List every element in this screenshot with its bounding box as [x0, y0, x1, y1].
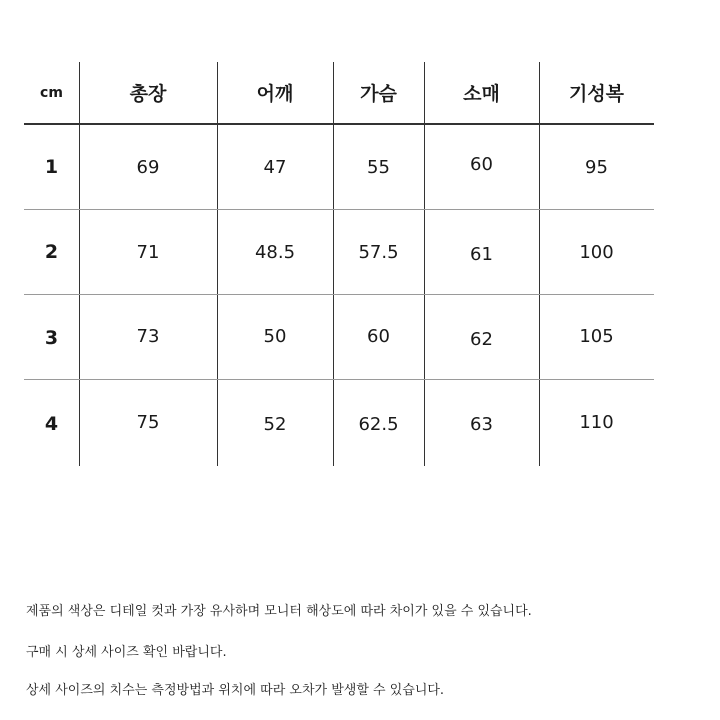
table-cell: 75: [136, 411, 160, 433]
size-label: 4: [44, 413, 59, 435]
table-cell: 62.5: [358, 413, 399, 435]
table-cell: 71: [136, 241, 160, 263]
table-cell: 57.5: [358, 241, 399, 263]
table-cell: 60: [470, 153, 493, 175]
table-cell: 60: [367, 325, 390, 347]
table-cell: 110: [579, 411, 614, 433]
table-cell: 52: [263, 413, 287, 435]
table-cell: 63: [470, 413, 493, 435]
table-cell: 62: [470, 328, 493, 350]
table-cell: 50: [263, 325, 287, 347]
table-cell: 48.5: [254, 241, 296, 263]
column-header-chest: 가슴: [360, 83, 397, 105]
table-cell: 61: [470, 243, 493, 265]
column-header-standard-size: 기성복: [568, 83, 625, 105]
table-cell: 95: [585, 156, 608, 178]
table-cell: 105: [579, 325, 614, 347]
size-label: 2: [44, 241, 59, 263]
size-label: 3: [44, 327, 59, 349]
table-cell: 69: [136, 156, 160, 178]
note-color-disclaimer: 제품의 색상은 디테일 컷과 가장 유사하며 모니터 해상도에 따라 차이가 있을 수 있습니다.: [26, 604, 532, 619]
column-header-sleeve: 소매: [463, 83, 500, 105]
table-cell: 55: [367, 156, 390, 178]
size-table: [24, 62, 654, 466]
size-label: 1: [44, 156, 59, 178]
note-measurement-error: 상세 사이즈의 치수는 측정방법과 위치에 따라 오차가 발생할 수 있습니다.: [26, 683, 445, 698]
table-cell: 73: [136, 325, 160, 347]
table-cell: 47: [263, 156, 287, 178]
table-cell: 100: [579, 241, 614, 263]
unit-label: cm: [40, 84, 63, 101]
note-check-size: 구매 시 상세 사이즈 확인 바랍니다.: [26, 645, 227, 660]
column-header-shoulder: 어깨: [256, 83, 294, 105]
column-header-total-length: 총장: [129, 83, 167, 105]
